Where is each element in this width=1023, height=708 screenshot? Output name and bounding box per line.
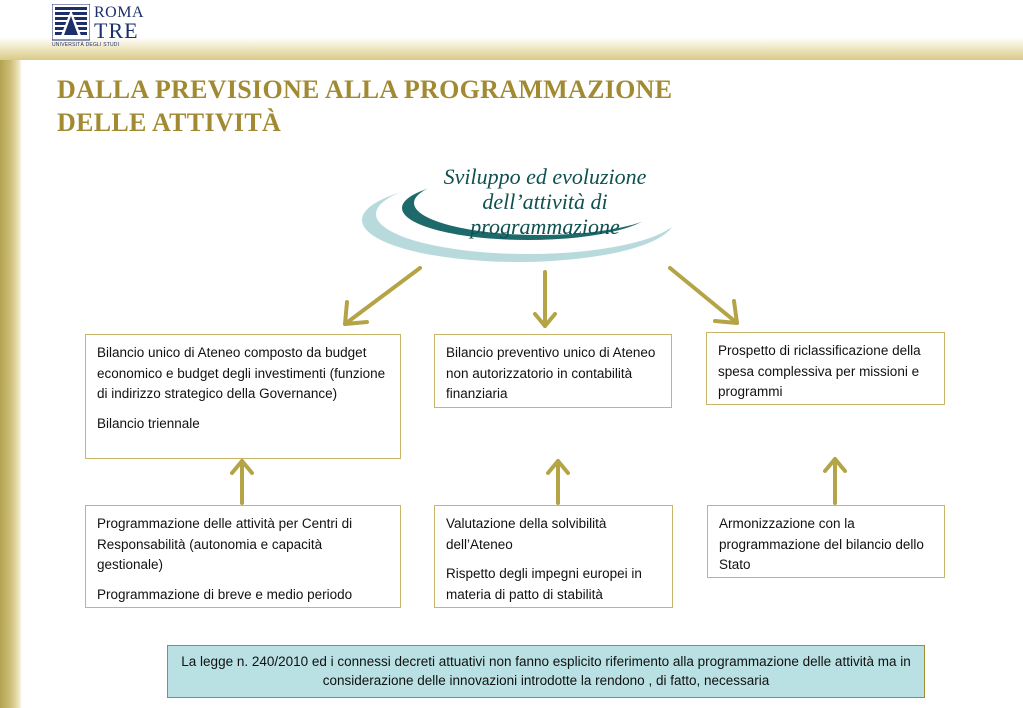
legal-note-banner [167,645,925,698]
logo-roma-text: ROMA [94,4,145,21]
box-valutazione-solvibilita [434,505,673,608]
arrow-down-right [670,268,737,323]
arrow-down-left [345,268,420,324]
box-text: Programmazione delle attività per Centri di Responsabilità (autonomia e capacità gestionale) [97,516,353,572]
page-title-line-2: DELLE ATTIVITÀ [57,108,282,137]
central-heading-line-2: dell’attività di [482,189,608,214]
page-title-line-1: DALLA PREVISIONE ALLA PROGRAMMAZIONE [57,75,673,104]
box-programmazione-centri [85,505,401,608]
box-bilancio-preventivo [434,334,672,408]
logo-tre-text: TRE [94,18,139,43]
box-armonizzazione [707,505,945,578]
arrow-up-right [825,459,845,503]
box-text: Bilancio preventivo unico di Ateneo non autorizzatorio in contabilità finanziaria [446,345,656,401]
box-text: Armonizzazione con la programmazione del bilancio dello Stato [719,516,924,572]
arrow-up-left [232,461,252,503]
box-text: Bilancio triennale [97,415,200,431]
central-heading-line-1: Sviluppo ed evoluzione [443,164,647,189]
box-prospetto-riclassificazione [706,332,945,405]
central-heading-line-3: programmazione [470,214,620,239]
legal-note-text: La legge n. 240/2010 ed i connessi decreti attuativi non fanno esplicito riferimento alla programmazione delle attività ma in considerazione delle innovazioni introdotte la rendono , di fatto, necessaria [181,654,911,688]
box-text: Rispetto degli impegni europei in materia di patto di stabilità [446,566,642,602]
arrow-up-center [548,461,568,503]
box-text: Valutazione della solvibilità dell’Ateneo [446,516,607,552]
box-text: Programmazione di breve e medio periodo [97,586,353,602]
arrow-down-center [535,272,555,326]
box-bilancio-unico [85,334,401,459]
box-text: Prospetto di riclassificazione della spesa complessiva per missioni e programmi [718,343,921,399]
box-text: Bilancio unico di Ateneo composto da budget economico e budget degli investimenti (funzione di indirizzo strategico della Governance) [97,345,386,401]
logo-subtitle: UNIVERSITÀ DEGLI STUDI [52,42,120,48]
